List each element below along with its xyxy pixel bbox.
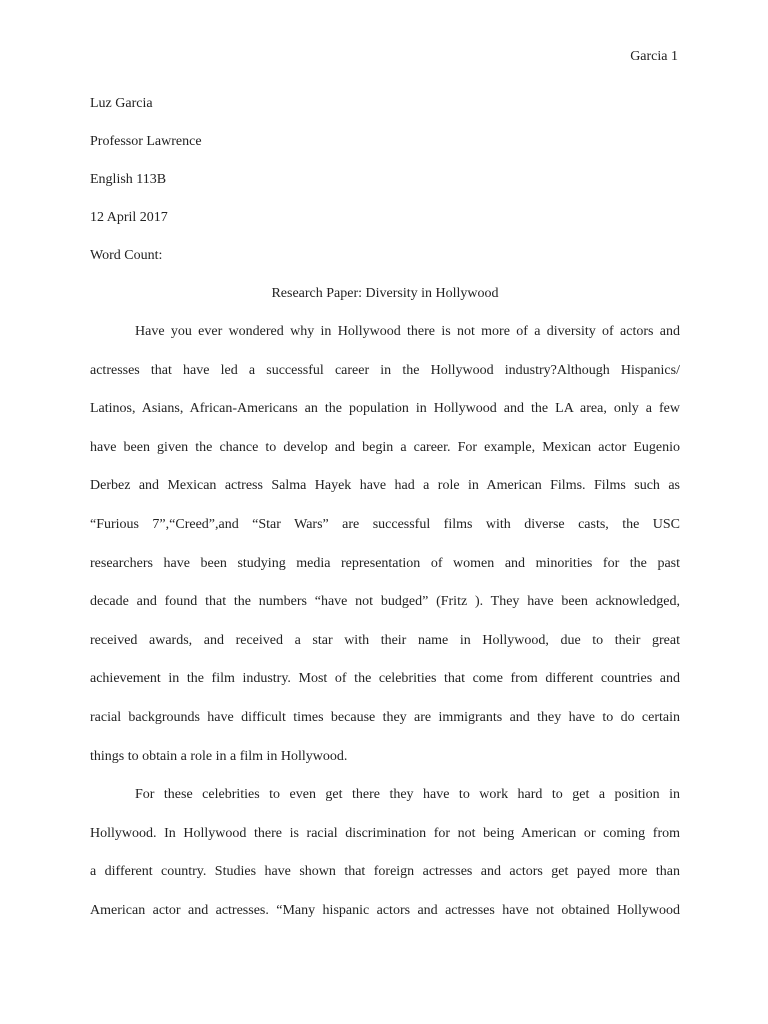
paragraph-1 (90, 322, 680, 785)
body-line: American actor and actresses. “Many hispanic actors and actresses have not obtained Hollywood (90, 902, 680, 918)
author-name: Luz Garcia (90, 96, 153, 111)
body-line: Have you ever wondered why in Hollywood there is not more of a diversity of actors and (135, 324, 680, 339)
body-line: Latinos, Asians, African-Americans an the population in Hollywood and the LA area, only a few (90, 401, 680, 417)
body-line: Derbez and Mexican actress Salma Hayek have had a role in American Films. Films such as (90, 478, 680, 494)
body-line: decade and found that the numbers “have not budged” (Fritz ). They have been acknowledged, (90, 594, 680, 610)
body-line: Hollywood. In Hollywood there is racial discrimination for not being American or coming from (90, 825, 680, 841)
running-header: Garcia 1 (630, 49, 678, 64)
body-line: have been given the chance to develop and begin a career. For example, Mexican actor Eugenio (90, 439, 680, 455)
body-line: a different country. Studies have shown that foreign actresses and actors get payed more than (90, 864, 680, 880)
body-line: racial backgrounds have difficult times because they are immigrants and they have to do certain (90, 709, 680, 725)
body-line: actresses that have led a successful career in the Hollywood industry?Although Hispanics/ (90, 362, 680, 378)
mla-heading (90, 94, 680, 284)
date: 12 April 2017 (90, 210, 168, 225)
word-count: Word Count: (90, 248, 163, 263)
body-line: For these celebrities to even get there they have to work hard to get a position in (135, 787, 680, 803)
body-line: researchers have been studying media representation of women and minorities for the past (90, 555, 680, 571)
course-name: English 113B (90, 172, 167, 187)
body-line: received awards, and received a star with their name in Hollywood, due to their great (90, 632, 680, 648)
professor-name: Professor Lawrence (90, 134, 202, 149)
paragraph-2 (90, 785, 680, 939)
paper-title: Research Paper: Diversity in Hollywood (271, 286, 499, 301)
body-line: achievement in the film industry. Most of the celebrities that come from different countries and (90, 671, 680, 687)
body-line: “Furious 7”,“Creed”,and “Star Wars” are successful films with diverse casts, the USC (90, 516, 680, 532)
body-line: things to obtain a role in a film in Hollywood. (90, 748, 348, 764)
body-text (90, 322, 680, 940)
